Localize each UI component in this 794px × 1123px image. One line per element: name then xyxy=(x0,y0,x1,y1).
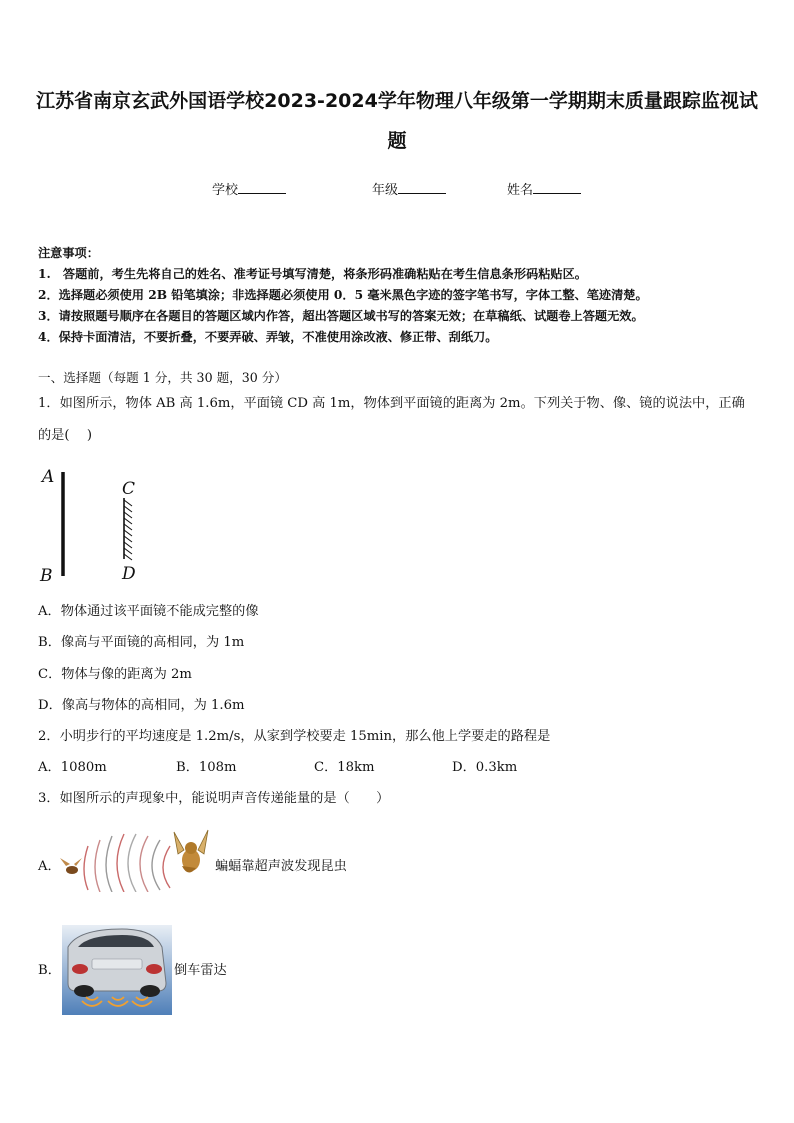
label-d: D xyxy=(122,564,136,584)
school-field[interactable] xyxy=(212,181,286,200)
label-a: A xyxy=(42,467,55,487)
notice-item-3: 3．请按照题号顺序在各题目的答题区域内作答，超出答题区域书写的答案无效；在草稿纸、试题卷上答题无效。 xyxy=(38,309,644,323)
name-field[interactable] xyxy=(507,181,581,200)
q1-stem-line2: 的是( ) xyxy=(38,428,93,443)
page-title: 江苏省南京玄武外国语学校2023-2024学年物理八年级第一学期期末质量跟踪监视试 xyxy=(36,90,758,112)
label-b: B xyxy=(40,566,53,586)
q2-option-d[interactable]: D．0.3km xyxy=(452,760,518,775)
notice-item-4: 4．保持卡面清洁，不要折叠，不要弄破、弄皱，不准使用涂改液、修正带、刮纸刀。 xyxy=(38,330,498,344)
ultrasound-waves xyxy=(84,834,170,892)
page-title-continued: 题 xyxy=(387,130,407,152)
name-label: 姓名 xyxy=(507,183,534,198)
q1-option-d[interactable]: D．像高与物体的高相同，为 1.6m xyxy=(38,698,245,713)
name-blank xyxy=(533,181,581,194)
car-icon xyxy=(68,929,166,997)
q1-stem-line1: 1．如图所示，物体 AB 高 1.6m，平面镜 CD 高 1m，物体到平面镜的距离为 2m。下列关于物、像、镜的说法中，正确 xyxy=(38,396,745,411)
q1-option-c[interactable]: C．物体与像的距离为 2m xyxy=(38,667,192,682)
notice-item-1: 1. 答题前，考生先将自己的姓名、准考证号填写清楚，将条形码准确粘贴在考生信息条形码粘贴区。 xyxy=(38,267,587,281)
q1-option-a[interactable]: A．物体通过该平面镜不能成完整的像 xyxy=(38,604,259,619)
q3-option-b[interactable] xyxy=(38,961,61,981)
grade-label: 年级 xyxy=(372,183,399,198)
q3-option-b-text: 倒车雷达 xyxy=(174,963,227,978)
q2-option-a[interactable]: A．1080m xyxy=(38,760,107,775)
grade-blank xyxy=(398,181,446,194)
insect-icon xyxy=(60,858,82,874)
school-blank xyxy=(238,181,286,194)
q3-stem: 3．如图所示的声现象中，能说明声音传递能量的是（ ） xyxy=(38,791,390,806)
q2-stem: 2．小明步行的平均速度是 1.2m/s，从家到学校要走 15min，那么他上学要走的路程是 xyxy=(38,729,551,744)
notice-item-2: 2．选择题必须使用 2B 铅笔填涂；非选择题必须使用 0．5 毫米黑色字迹的签字笔书写，字体工整、笔迹清楚。 xyxy=(38,288,648,302)
mirror-hatching xyxy=(124,500,132,560)
parking-radar-image xyxy=(62,925,172,1015)
grade-field[interactable] xyxy=(372,181,446,200)
q1-option-b[interactable]: B．像高与平面镜的高相同，为 1m xyxy=(38,635,245,650)
school-label: 学校 xyxy=(212,183,239,198)
q1-figure xyxy=(36,462,146,590)
bat-icon xyxy=(174,830,208,873)
q3-option-b-prefix: B． xyxy=(38,963,61,978)
q3-option-a-prefix: A． xyxy=(38,859,61,874)
q2-option-b[interactable]: B．108m xyxy=(176,760,237,775)
label-c: C xyxy=(122,479,136,499)
section-heading: 一、选择题（每题 1 分，共 30 题，30 分） xyxy=(38,370,287,385)
q2-option-c[interactable]: C．18km xyxy=(314,760,375,775)
notice-heading: 注意事项： xyxy=(38,246,99,260)
q3-option-a-text: 蝙蝠靠超声波发现昆虫 xyxy=(215,859,347,874)
bat-ultrasound-image xyxy=(58,828,214,892)
